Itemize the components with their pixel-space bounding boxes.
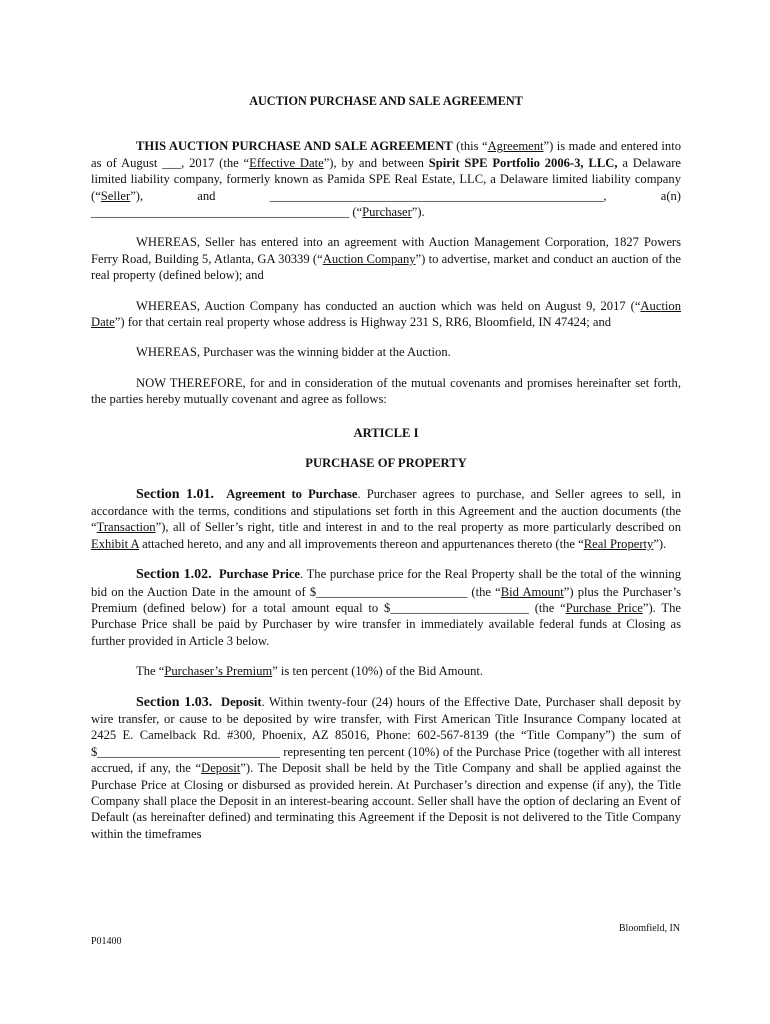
intro-text: a Delaware limited liability company, formerly known as Pamida SPE Real Estate, LLC, a Delaware limited liability company (“ <box>91 155 681 203</box>
section-text: ”) plus the Purchaser’s Premium (defined below) for a total amount equal to $______________________ (the “ <box>91 584 681 615</box>
intro-text: ”) is made and entered into as of August ___, 2017 (the “ <box>91 139 681 170</box>
whereas-paragraph-1 <box>91 234 681 283</box>
intro-text: ”). <box>411 205 425 220</box>
section-text: ”). <box>653 536 667 551</box>
section-heading: Purchase Price <box>218 567 301 582</box>
intro-text: ”), by and between <box>323 155 429 170</box>
defined-term-real-property: Real Property <box>583 536 654 551</box>
now-therefore-paragraph: NOW THEREFORE, for and in consideration of the mutual covenants and promises hereinafter set forth, the parties hereby mutually covenant and agree as follows: <box>91 375 681 407</box>
whereas-paragraph-2 <box>91 298 681 331</box>
defined-term-deposit: Deposit <box>201 761 241 776</box>
section-text: attached hereto, and any and all improvements thereon and appurtenances thereto (the “ <box>138 536 584 551</box>
intro-lead: THIS AUCTION PURCHASE AND SALE AGREEMENT <box>136 139 453 154</box>
section-heading: Agreement to Purchase <box>226 486 358 501</box>
defined-term-purchase-price: Purchase Price <box>565 600 643 615</box>
section-number: Section 1.01. <box>136 486 214 502</box>
whereas-paragraph-3: WHEREAS, Purchaser was the winning bidder at the Auction. <box>136 345 451 360</box>
footer-code: P01400 <box>91 936 122 947</box>
intro-text: (this “ <box>452 139 488 154</box>
premium-paragraph <box>91 663 681 679</box>
section-number: Section 1.02. <box>136 567 212 583</box>
defined-term-seller: Seller <box>100 188 131 203</box>
section-text: . Within twenty-four (24) hours of the Effective Date, Purchaser shall deposit by wire transfer, or cause to be deposited by wire transfer, with First American Title Insurance Company located at 2425 E. Camelback Rd. #300, Phoenix, AZ 85016, Phone: 602-567-8139 (the “Title Company”) the sum of $_____________________________ representing ten percent (10%) of the Purchase Price (together with all interest accrued, if any, the “ <box>91 694 681 776</box>
defined-term-agreement: Agreement <box>487 139 544 154</box>
defined-term-transaction: Transaction <box>96 520 156 535</box>
section-1-02 <box>91 566 681 649</box>
section-text: ”), all of Seller’s right, title and interest in and to the real property as more particularly described on <box>155 520 681 535</box>
section-1-01 <box>91 486 681 553</box>
document-title: AUCTION PURCHASE AND SALE AGREEMENT <box>249 94 523 108</box>
section-text: . Purchaser agrees to purchase, and Seller agrees to sell, in accordance with the terms, conditions and stipulations set forth in this Agreement and the auction documents (the “ <box>91 486 681 535</box>
defined-term-effective-date: Effective Date <box>249 155 324 170</box>
premium-text: The “ <box>136 664 165 679</box>
defined-term-auction-company: Auction Company <box>322 251 416 266</box>
section-text: ”). The Purchase Price shall be paid by Purchaser by wire transfer in immediately available federal funds at Closing as further provided in Article 3 below. <box>91 600 682 648</box>
section-number: Section 1.03. <box>136 694 213 710</box>
article-title: PURCHASE OF PROPERTY <box>305 456 467 471</box>
premium-text: ” is ten percent (10%) of the Bid Amount. <box>272 664 484 679</box>
footer-location: Bloomfield, IN <box>618 923 680 934</box>
section-text: . The purchase price for the Real Property shall be the total of the winning bid on the Auction Date in the amount of $________________________ (the “ <box>91 567 681 599</box>
seller-name: Spirit SPE Portfolio 2006-3, LLC, <box>428 155 618 170</box>
whereas-text: WHEREAS, Seller has entered into an agreement with Auction Management Corporation, 1827 Powers Ferry Road, Building 5, Atlanta, GA 30339 (“ <box>91 235 681 266</box>
whereas-text: ”) for that certain real property whose address is Highway 231 S, RR6, Bloomfield, IN 47424; and <box>114 315 612 330</box>
article-heading: ARTICLE I <box>353 425 419 440</box>
section-text: ”). The Deposit shall be held by the Title Company and shall be applied against the Purchase Price at Closing or disbursed as provided herein. At Purchaser’s direction and expense (if any), the Title Company shall place the Deposit in an interest-bearing account. Seller shall have the option of declaring an Event of Default (as hereinafter defined) and terminating this Agreement if the Deposit is not delivered to the Title Company within the timeframes <box>91 761 681 841</box>
section-heading: Deposit <box>221 694 262 709</box>
exhibit-reference: Exhibit A <box>91 536 139 551</box>
whereas-text: ”) to advertise, market and conduct an auction of the real property (defined below); and <box>91 251 681 283</box>
whereas-text: WHEREAS, Auction Company has conducted an auction which was held on August 9, 2017 (“ <box>136 298 641 313</box>
intro-paragraph <box>91 138 681 220</box>
defined-term-auction-date: Auction Date <box>91 298 681 330</box>
intro-text: ”), and _____________________________________________________, a(n) _________________________________________ (“ <box>91 188 681 220</box>
defined-term-purchaser: Purchaser <box>362 205 412 220</box>
section-1-03 <box>91 694 681 843</box>
document-body <box>91 93 681 842</box>
defined-term-bid-amount: Bid Amount <box>500 584 564 599</box>
defined-term-purchasers-premium: Purchaser’s Premium <box>164 664 273 679</box>
